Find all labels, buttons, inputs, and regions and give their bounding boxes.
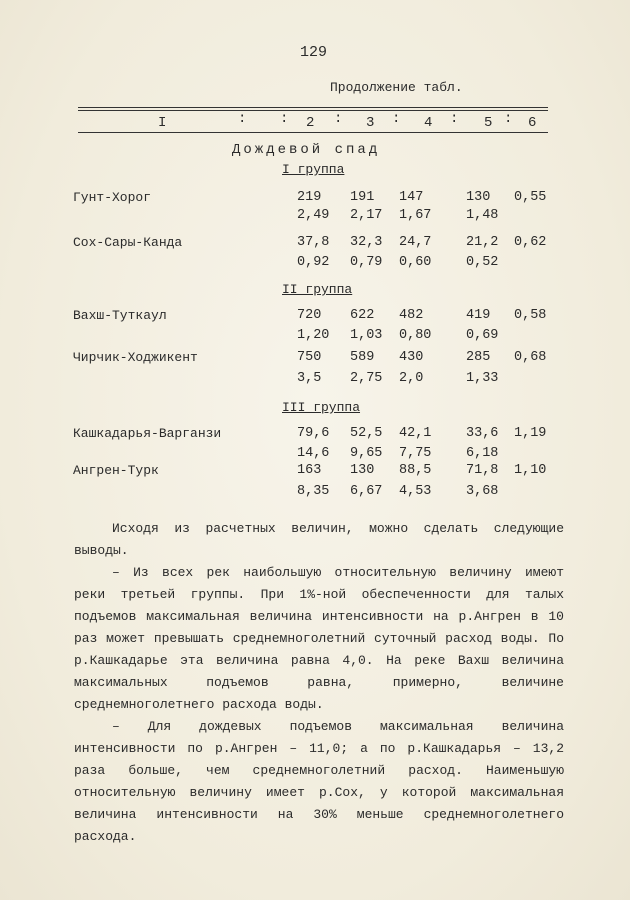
table-cell: 750 <box>297 350 322 365</box>
table-cell: 622 <box>350 308 375 323</box>
header-col-2: 2 <box>306 115 315 131</box>
header-col-5: 5 <box>484 115 493 131</box>
table-cell: 0,52 <box>466 255 499 270</box>
table-cell: 1,10 <box>514 463 547 478</box>
table-cell: 7,75 <box>399 446 432 461</box>
table-cell: 32,3 <box>350 235 383 250</box>
table-header-rule <box>78 132 548 133</box>
table-cell: 2,17 <box>350 208 383 223</box>
header-col-4: 4 <box>424 115 433 131</box>
paragraph: – Для дождевых подъемов максимальная величина интенсивности по р.Ангрен – 11,0; а по р.Кашкадарья – 13,2 раза больше, чем среднемноголетний расход. Наименьшую относительную величину имеет р.Сох, у которой максимальная величина интенсивности на 30% меньше среднемноголетнего расхода. <box>74 719 564 844</box>
header-col-1: I <box>158 115 167 131</box>
paragraph: – Из всех рек наибольшую относительную величину имеют реки третьей группы. При 1%-ной обеспеченности для талых подъемов максимальная величина интенсивности на р.Ангрен в 10 раз может превышать среднемноголетний суточный расход воды. По р.Кашкадарье эта величина равна 4,0. На реке Вахш величина максимальных подъемов равна, примерно, величине среднемноголетнего расхода воды. <box>74 565 564 712</box>
body-text <box>74 518 564 848</box>
table-cell: 430 <box>399 350 424 365</box>
section-title: Дождевой спад <box>232 142 381 158</box>
table-cell: 52,5 <box>350 426 383 441</box>
table-cell: 1,19 <box>514 426 547 441</box>
table-cell: 14,6 <box>297 446 330 461</box>
table-cell: 9,65 <box>350 446 383 461</box>
header-separator: : <box>392 111 401 127</box>
table-cell: 24,7 <box>399 235 432 250</box>
table-cell: 3,68 <box>466 484 499 499</box>
table-continuation-label: Продолжение табл. <box>330 80 463 95</box>
table-cell: 3,5 <box>297 371 322 386</box>
table-cell: 6,67 <box>350 484 383 499</box>
river-station-name: Сох-Сары-Канда <box>73 235 183 250</box>
table-cell: 33,6 <box>466 426 499 441</box>
table-cell: 2,49 <box>297 208 330 223</box>
table-cell: 2,75 <box>350 371 383 386</box>
table-cell: 0,60 <box>399 255 432 270</box>
paragraph: Исходя из расчетных величин, можно сделать следующие выводы. <box>74 521 564 558</box>
table-cell: 482 <box>399 308 424 323</box>
table-cell: 0,69 <box>466 328 499 343</box>
table-cell: 1,67 <box>399 208 432 223</box>
table-cell: 163 <box>297 463 322 478</box>
table-cell: 219 <box>297 190 322 205</box>
river-station-name: Гунт-Хорог <box>73 190 152 205</box>
table-cell: 6,18 <box>466 446 499 461</box>
group-label: I группа <box>282 162 345 177</box>
table-cell: 4,53 <box>399 484 432 499</box>
table-cell: 8,35 <box>297 484 330 499</box>
river-station-name: Вахш-Туткаул <box>73 308 167 323</box>
table-cell: 0,58 <box>514 308 547 323</box>
river-station-name: Ангрен-Турк <box>73 463 159 478</box>
table-cell: 419 <box>466 308 491 323</box>
river-station-name: Кашкадарья-Варганзи <box>73 426 222 441</box>
table-cell: 71,8 <box>466 463 499 478</box>
table-cell: 130 <box>350 463 375 478</box>
table-cell: 0,68 <box>514 350 547 365</box>
table-cell: 1,48 <box>466 208 499 223</box>
table-cell: 88,5 <box>399 463 432 478</box>
group-label: II группа <box>282 282 353 297</box>
table-cell: 21,2 <box>466 235 499 250</box>
page-number: 129 <box>300 44 328 61</box>
table-cell: 285 <box>466 350 491 365</box>
table-cell: 720 <box>297 308 322 323</box>
table-cell: 589 <box>350 350 375 365</box>
table-cell: 130 <box>466 190 491 205</box>
table-cell: 147 <box>399 190 424 205</box>
table-cell: 0,79 <box>350 255 383 270</box>
table-cell: 191 <box>350 190 375 205</box>
table-cell: 0,62 <box>514 235 547 250</box>
header-separator: : <box>280 111 289 127</box>
header-separator: : <box>334 111 343 127</box>
table-cell: 1,03 <box>350 328 383 343</box>
table-cell: 0,80 <box>399 328 432 343</box>
table-cell: 79,6 <box>297 426 330 441</box>
header-separator: : <box>450 111 459 127</box>
table-cell: 1,20 <box>297 328 330 343</box>
table-top-rule <box>78 107 548 108</box>
header-separator: : <box>504 111 513 127</box>
table-cell: 37,8 <box>297 235 330 250</box>
header-col-6: 6 <box>528 115 537 131</box>
table-cell: 42,1 <box>399 426 432 441</box>
river-station-name: Чирчик-Ходжикент <box>73 350 198 365</box>
header-col-3: 3 <box>366 115 375 131</box>
table-cell: 0,55 <box>514 190 547 205</box>
header-separator: : <box>238 111 247 127</box>
table-top-rule-inner <box>78 110 548 111</box>
table-cell: 2,0 <box>399 371 424 386</box>
table-cell: 1,33 <box>466 371 499 386</box>
table-cell: 0,92 <box>297 255 330 270</box>
group-label: III группа <box>282 400 361 415</box>
